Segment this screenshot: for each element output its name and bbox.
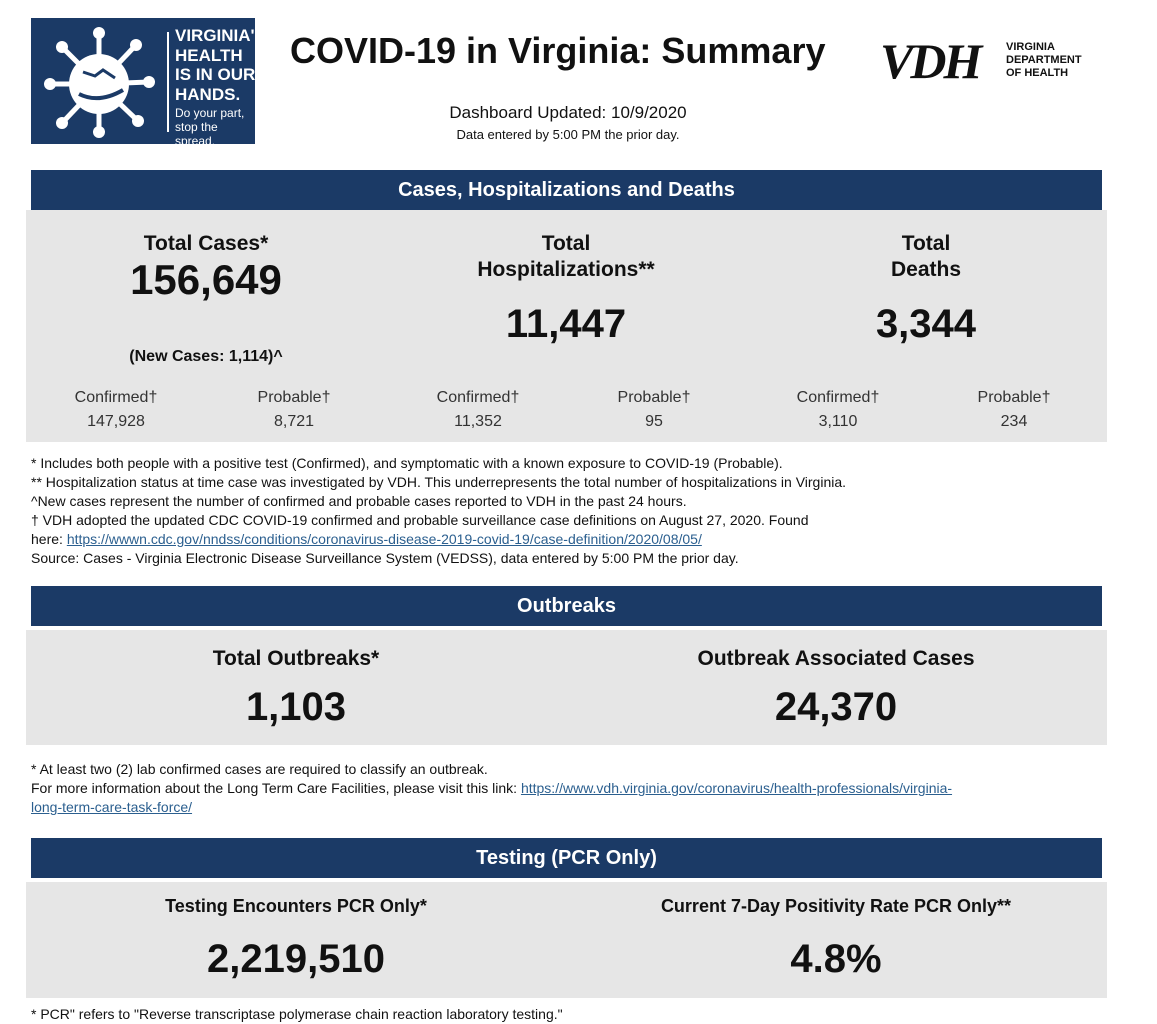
outbreak-cases-label: Outbreak Associated Cases — [697, 647, 975, 670]
footnote: ^New cases represent the number of confirmed and probable cases reported to VDH in the past 24 hours. — [31, 493, 687, 509]
vdh-wordmark — [1006, 41, 1082, 80]
deaths-label-line1: Total — [901, 232, 951, 255]
cases-panel — [26, 210, 1107, 442]
vdh-mark: VDH — [880, 33, 980, 89]
footnote — [31, 798, 1121, 817]
vdh-line: OF HEALTH — [1006, 67, 1069, 79]
footnote: * PCR" refers to "Reverse transcriptase polymerase chain reaction laboratory testing." — [31, 1006, 563, 1022]
outbreak-footnotes — [31, 760, 1121, 817]
deaths-probable-label: Probable† — [977, 389, 1051, 406]
hosp-probable-value: 95 — [645, 413, 663, 430]
campaign-logo — [31, 18, 266, 148]
deaths-confirmed-label: Confirmed† — [796, 389, 880, 406]
logo-divider — [167, 32, 169, 132]
section-header-outbreaks: Outbreaks — [31, 586, 1102, 626]
logo-subtext — [175, 106, 255, 148]
testing-footnotes — [31, 1005, 1121, 1024]
footnote — [31, 779, 1121, 798]
vdh-line: VIRGINIA — [1006, 41, 1055, 53]
hospitalizations-label-line1: Total — [541, 232, 591, 255]
cdc-definition-link[interactable]: https://wwwn.cdc.gov/nndss/conditions/coronavirus-disease-2019-covid-19/case-definition/2020/08/05/ — [66, 531, 702, 547]
total-outbreaks-label: Total Outbreaks* — [212, 647, 380, 670]
total-cases-label: Total Cases* — [143, 232, 269, 255]
ltc-task-force-link-cont[interactable]: long-term-care-task-force/ — [31, 799, 193, 815]
outbreak-cases-value: 24,370 — [774, 685, 898, 729]
hosp-confirmed-label: Confirmed† — [436, 389, 520, 406]
subtext-line: stop the spread. — [175, 120, 218, 148]
subtext-line: Do your part, — [175, 106, 245, 120]
positivity-rate-value: 4.8% — [790, 937, 882, 981]
positivity-rate-label: Current 7-Day Positivity Rate PCR Only** — [660, 896, 1012, 916]
cases-confirmed-label: Confirmed† — [74, 389, 158, 406]
page-title: COVID-19 in Virginia: Summary — [290, 30, 826, 71]
new-cases: (New Cases: 1,114)^ — [129, 348, 283, 365]
virus-icon — [39, 24, 159, 138]
testing-encounters-value: 2,219,510 — [207, 937, 385, 981]
footnote-prefix: For more information about the Long Term Care Facilities, please visit this link: — [31, 780, 521, 796]
slogan-line: HEALTH — [175, 45, 243, 65]
slogan-line: HANDS. — [175, 84, 241, 104]
footnote: ** Hospitalization status at time case was investigated by VDH. This underrepresents the total number of hospitalizations in Virginia. — [31, 474, 847, 490]
deaths-value: 3,344 — [875, 302, 977, 346]
footnote: * Includes both people with a positive test (Confirmed), and symptomatic with a known exposure to COVID-19 (Probable). — [31, 455, 783, 471]
deaths-probable-value: 234 — [1000, 413, 1028, 430]
footnote-prefix: here: — [31, 531, 67, 547]
outbreaks-panel — [26, 630, 1107, 745]
total-outbreaks-value: 1,103 — [245, 685, 347, 729]
cases-probable-label: Probable† — [257, 389, 331, 406]
dashboard-updated: Dashboard Updated: 10/9/2020 — [449, 103, 687, 122]
footnote: * At least two (2) lab confirmed cases are required to classify an outbreak. — [31, 761, 488, 777]
footnote: Source: Cases - Virginia Electronic Disease Surveillance System (VEDSS), data entered by 5:00 PM the prior day. — [31, 550, 739, 566]
vdh-line: DEPARTMENT — [1006, 54, 1082, 66]
hosp-probable-label: Probable† — [617, 389, 691, 406]
testing-panel — [26, 882, 1107, 998]
footnote — [31, 530, 1121, 549]
hosp-confirmed-value: 11,352 — [454, 413, 502, 430]
testing-encounters-label: Testing Encounters PCR Only* — [165, 896, 427, 916]
cases-footnotes — [31, 454, 1121, 568]
vdh-logo — [880, 33, 1095, 89]
slogan-line: IS IN OUR — [175, 65, 256, 84]
slogan-line: VIRGINIA'S — [175, 26, 266, 45]
hospitalizations-value: 11,447 — [505, 302, 627, 346]
footnote: † VDH adopted the updated CDC COVID-19 confirmed and probable surveillance case definitions on August 27, 2020. Found — [31, 512, 809, 528]
deaths-confirmed-value: 3,110 — [818, 413, 858, 430]
cases-confirmed-value: 147,928 — [87, 413, 145, 430]
hospitalizations-label-line2: Hospitalizations** — [477, 258, 655, 281]
data-entered-note: Data entered by 5:00 PM the prior day. — [456, 127, 680, 142]
deaths-label-line2: Deaths — [890, 258, 962, 281]
logo-slogan — [175, 26, 266, 104]
section-header-cases: Cases, Hospitalizations and Deaths — [31, 170, 1102, 210]
total-cases-value: 156,649 — [130, 256, 282, 303]
ltc-task-force-link[interactable]: https://www.vdh.virginia.gov/coronavirus/health-professionals/virginia- — [520, 780, 953, 796]
cases-probable-value: 8,721 — [273, 413, 315, 430]
section-header-testing: Testing (PCR Only) — [31, 838, 1102, 878]
